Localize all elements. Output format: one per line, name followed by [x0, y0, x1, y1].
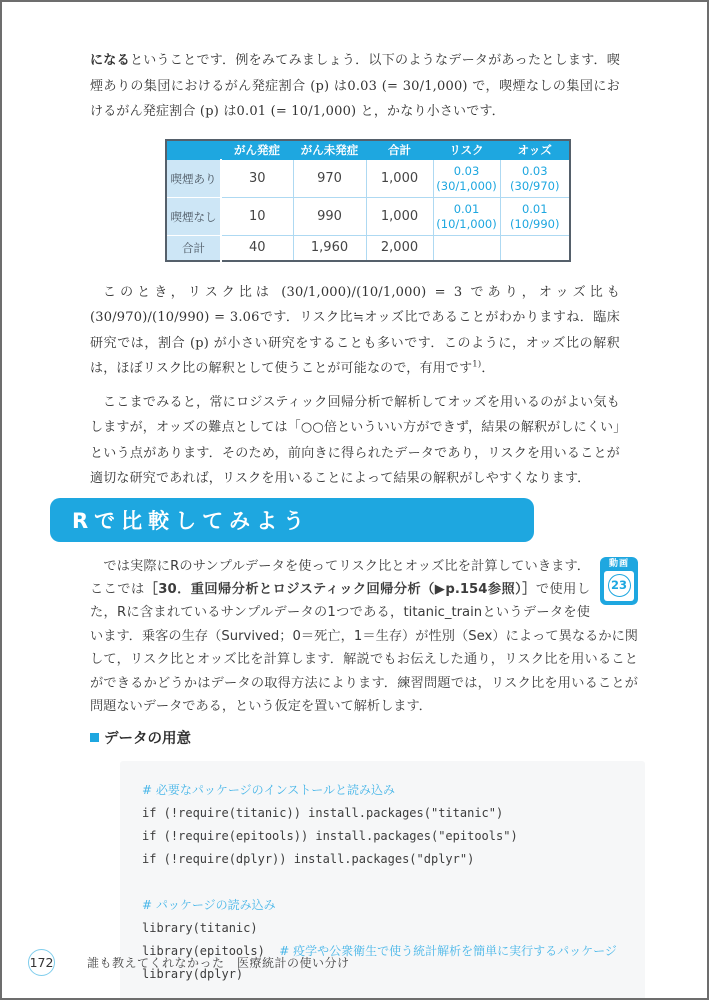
code-line: [142, 825, 625, 848]
cell-value: 970: [293, 160, 366, 198]
risk-value: 0.01: [453, 201, 480, 216]
video-badge-label: 動画: [608, 558, 629, 569]
page-footer: [2, 949, 707, 976]
code-comment: # パッケージの読み込み: [142, 898, 276, 913]
page-number-badge: [28, 949, 55, 976]
code-text: library(titanic): [142, 921, 258, 936]
table-header-row: [166, 140, 570, 160]
code-comment: # 疫学や公衆衛生で使う統計解析を簡単に実行するパッケージ: [279, 944, 617, 959]
code-line: [142, 917, 625, 940]
chapter-reference: ［30．重回帰分析とロジスティック回帰分析（▶p.154参照）］: [144, 581, 536, 597]
code-text: if (!require(dplyr)) install.packages("dplyr"): [142, 852, 475, 867]
bold-lead: になる: [90, 53, 130, 68]
paragraph-risk-ratio-text: このとき，リスク比は (30/1,000)/(10/1,000) = 3 であり，オッズ比も (30/970)/(10/990) = 3.06です．リスク比≒オッズ比であることがわかりますね．臨床研究では，割合 (p) が小さい研究をすることも多いです．このように，オッズ比の解釈は，ほぼリスク比の解釈として使うことが可能なので，有用です: [90, 284, 620, 376]
book-title: 誰も教えてくれなかった 医療統計の使い分け: [87, 956, 350, 970]
risk-fraction: (30/1,000): [436, 178, 497, 193]
page-number: 172: [29, 955, 54, 970]
table-row-total: [166, 236, 570, 261]
code-text: library(epitools): [142, 944, 280, 959]
paragraph-odds-drawback-text: ここまでみると，常にロジスティック回帰分析で解析してオッズを用いるのがよい気もしますが，オッズの難点としては「○○倍といういい方ができず，結果の解釈がしにくい」という点があります．そのため，前向きに得られたデータであり，リスクを用いることが適切な研究であれば，リスクを用いることによって結果の解釈がしやすくなります．: [90, 394, 620, 486]
cell-risk: [433, 160, 500, 198]
code-line: [142, 848, 625, 871]
video-number: 23: [608, 574, 631, 597]
cell-value: 40: [221, 236, 293, 261]
header-onset: がん発症: [221, 140, 293, 160]
square-bullet-icon: [90, 733, 99, 742]
table-row-smoker: [166, 160, 570, 198]
risk-fraction: (10/1,000): [436, 216, 497, 231]
row-label: 喫煙あり: [166, 160, 221, 198]
section-title: Rで比較してみよう: [72, 508, 311, 533]
video-badge-window: [604, 571, 634, 601]
cell-value: 10: [221, 198, 293, 236]
header-total: 合計: [366, 140, 433, 160]
cell-value: 990: [293, 198, 366, 236]
risk-value: 0.03: [453, 163, 480, 178]
section-body-pre: では実際にRのサンプルデータを使ってリスク比とオッズ比を計算していきます．ここでは: [90, 558, 590, 597]
cell-value: 30: [221, 160, 293, 198]
code-line-blank: [142, 871, 625, 894]
header-odds: オッズ: [500, 140, 570, 160]
row-label: 合計: [166, 236, 221, 261]
risk-odds-table: [165, 139, 571, 262]
paragraph-intro-text: ということです．例をみてみましょう．以下のようなデータがあったとします．喫煙ありの集団におけるがん発症割合 (p) は0.03 (= 30/1,000) で，喫煙なしの集団におけるがん発症割合 (p) は0.01 (= 10/1,000) と，かなり小さいです．: [90, 53, 620, 119]
section-body: [90, 555, 638, 719]
header-no-onset: がん未発症: [293, 140, 366, 160]
cell-odds: [500, 198, 570, 236]
code-text: if (!require(epitools)) install.packages("epitools"): [142, 829, 518, 844]
cell-odds: [500, 160, 570, 198]
odds-fraction: (30/970): [510, 178, 560, 193]
code-text: if (!require(titanic)) install.packages("titanic"): [142, 806, 504, 821]
header-corner: [166, 140, 221, 160]
cell-value: 1,960: [293, 236, 366, 261]
header-risk: リスク: [433, 140, 500, 160]
odds-value: 0.01: [521, 201, 548, 216]
footnote-marker: 1): [472, 359, 482, 370]
code-text: library(dplyr): [142, 967, 244, 982]
paragraph-odds-drawback: [90, 390, 620, 492]
cell-risk-empty: [433, 236, 500, 261]
odds-fraction: (10/990): [510, 216, 560, 231]
sub-heading-label: データの用意: [104, 731, 191, 748]
code-line: [142, 802, 625, 825]
cell-odds-empty: [500, 236, 570, 261]
odds-value: 0.03: [521, 163, 548, 178]
table-row-nonsmoker: [166, 198, 570, 236]
cell-value: 1,000: [366, 160, 433, 198]
cell-risk: [433, 198, 500, 236]
video-badge: [600, 557, 638, 605]
cell-value: 2,000: [366, 236, 433, 261]
code-line: [142, 894, 625, 917]
code-line: [142, 779, 625, 802]
code-comment: # 必要なパッケージのインストールと読み込み: [142, 783, 396, 798]
row-label: 喫煙なし: [166, 198, 221, 236]
sub-heading-data-prep: [90, 727, 707, 748]
section-body-post: で使用した，Rに含まれているサンプルデータの1つである，titanic_trainというデータを使います．乗客の生存（Survived；0＝死亡，1＝生存）が性別（Sex）によって異なるかに関して，リスク比とオッズ比を計算します．解説でもお伝えした通り，リスク比を用いることができるかどうかはデータの取得方法によります．練習問題では，リスク比を用いることが問題ないデータである，という仮定を置いて解析します．: [90, 581, 638, 714]
paragraph-intro: [90, 48, 620, 125]
paragraph-risk-ratio: [90, 280, 620, 382]
section-banner: [50, 498, 534, 542]
cell-value: 1,000: [366, 198, 433, 236]
sentence-end: ．: [481, 361, 495, 376]
